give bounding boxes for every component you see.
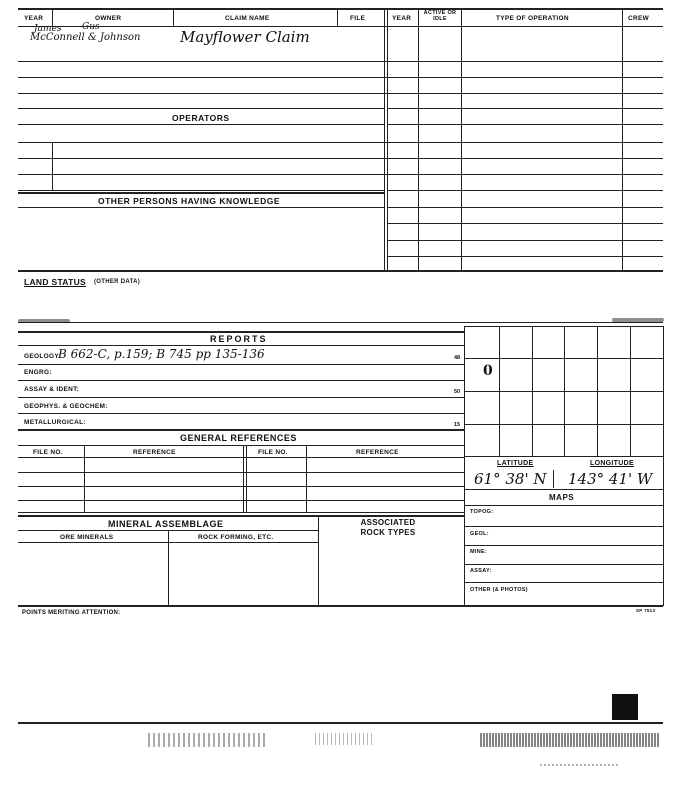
header-claim-name: CLAIM NAME	[225, 15, 270, 22]
scan-noise	[148, 733, 268, 747]
owner-names: McConnell & Johnson	[30, 32, 141, 43]
rock-forming-label: ROCK FORMING, ETC.	[198, 534, 274, 541]
report-label-metallurgical: METALLURGICAL:	[24, 419, 86, 426]
latitude-label: LATITUDE	[497, 460, 534, 467]
operators-section-title: OPERATORS	[172, 113, 230, 123]
header-active-idle: ACTIVE OR IDLE	[423, 10, 457, 22]
other-persons-section-title: OTHER PERSONS HAVING KNOWLEDGE	[98, 196, 281, 206]
associated-rock-types-label: ASSOCIATED ROCK TYPES	[360, 518, 416, 537]
maps-assay-label: ASSAY:	[470, 568, 492, 574]
maps-mine-label: MINE:	[470, 549, 488, 555]
longitude-label: LONGITUDE	[590, 460, 634, 467]
land-status-sublabel: (OTHER DATA)	[94, 279, 141, 285]
header-file: FILE	[350, 15, 366, 22]
report-label-assay: ASSAY & IDENT:	[24, 386, 80, 393]
general-references-title: GENERAL REFERENCES	[180, 433, 297, 443]
longitude-value: 143° 41' W	[568, 470, 653, 488]
form-code: SP 7513	[636, 608, 656, 613]
mineral-assemblage-title: MINERAL ASSEMBLAGE	[108, 519, 224, 529]
claim-name-value: Mayflower Claim	[180, 28, 310, 46]
header-year-2: YEAR	[392, 15, 412, 22]
owner-first-name: James	[34, 24, 62, 34]
report-label-geophys: GEOPHYS. & GEOCHEM:	[24, 403, 108, 410]
gr-col-reference: REFERENCE	[133, 449, 176, 456]
maps-other-label: OTHER (& PHOTOS)	[470, 587, 528, 593]
maps-title: MAPS	[549, 493, 575, 502]
report-value-geology: B 662-C, p.159; B 745 pp 135-136	[58, 347, 265, 361]
gr-col-file-no: FILE NO.	[33, 449, 63, 456]
header-year: YEAR	[24, 15, 44, 22]
gr-col-file-no-2: FILE NO.	[258, 449, 288, 456]
header-type-of-operation: TYPE OF OPERATION	[496, 15, 569, 22]
maps-geol-label: GEOL:	[470, 531, 489, 537]
latitude-value: 61° 38' N	[474, 470, 547, 488]
owner-second-first-name: Gus	[82, 22, 100, 32]
maps-topog-label: TOPOG:	[470, 509, 494, 515]
associated-rock-types-title	[357, 518, 419, 538]
header-crew: CREW	[628, 15, 650, 22]
gr-col-reference-2: REFERENCE	[356, 449, 399, 456]
report-label-geology: GEOLOGY:	[24, 353, 61, 360]
land-status-label: LAND STATUS	[24, 277, 87, 287]
report-number: 50	[454, 389, 461, 395]
scan-noise	[480, 733, 660, 747]
ore-minerals-label: ORE MINERALS	[60, 534, 114, 541]
grid-location-mark: 0	[483, 363, 493, 379]
points-meriting-attention-label: POINTS MERITING ATTENTION:	[22, 610, 121, 616]
scan-noise	[540, 764, 620, 766]
reports-title: REPORTS	[210, 334, 268, 344]
report-number: 48	[454, 355, 461, 361]
report-number: 15	[454, 422, 461, 428]
report-label-engrg: ENGRG:	[24, 369, 52, 376]
scan-noise	[315, 733, 375, 745]
header-owner: OWNER	[95, 15, 122, 22]
scan-artifact-block	[612, 694, 638, 720]
